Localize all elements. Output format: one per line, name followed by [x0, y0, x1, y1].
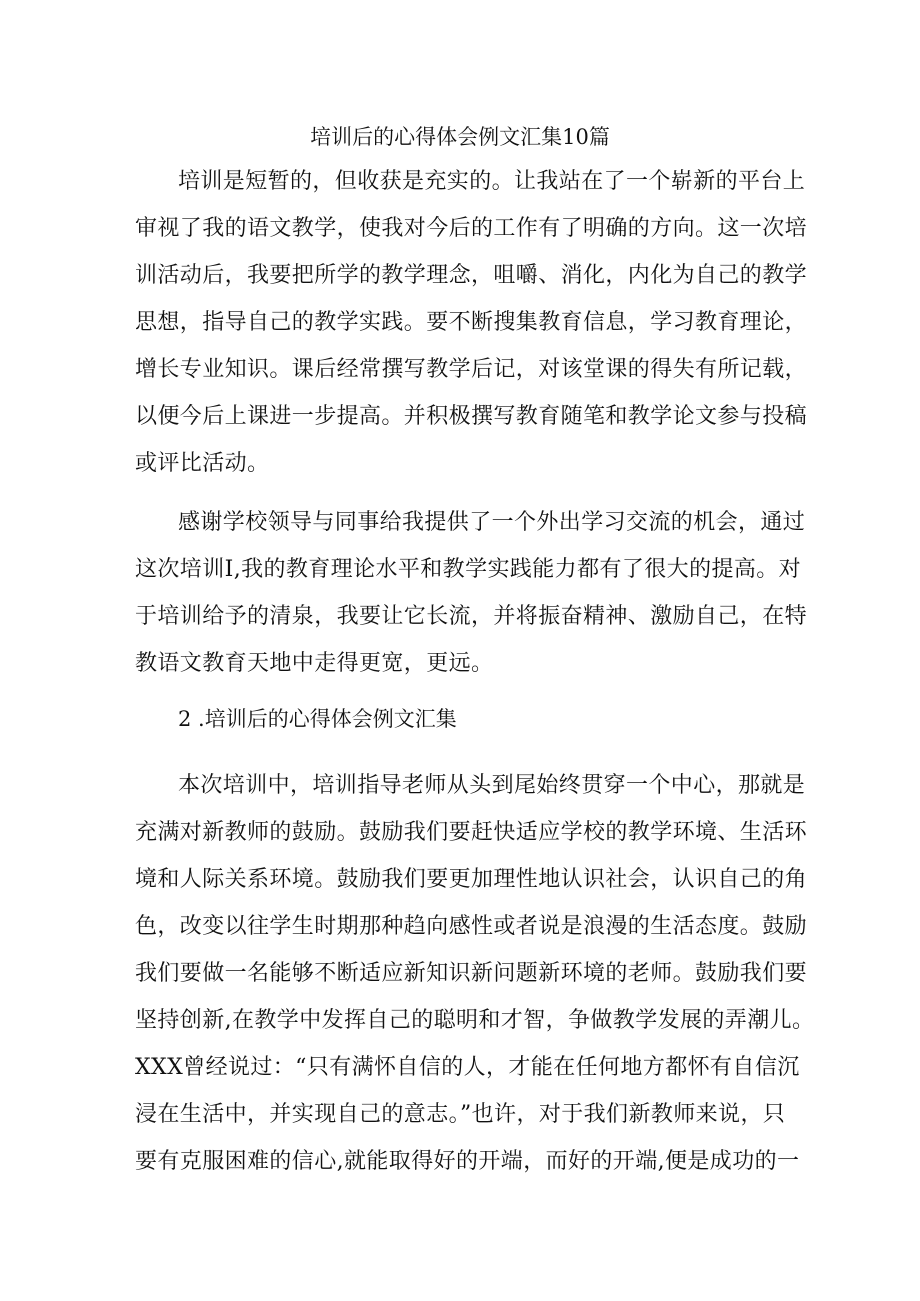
paragraph-3-line: 本次培训中，培训指导老师从头到尾始终贯穿一个中心，那就是: [178, 773, 806, 798]
paragraph-3-line: 充满对新教师的鼓励。鼓励我们要赶快适应学校的教学环境、生活环: [135, 820, 808, 845]
paragraph-3-line: 浸在生活中，并实现自己的意志。”也许，对于我们新教师来说，只: [135, 1102, 786, 1127]
section-heading: 2 .培训后的心得体会例文汇集: [178, 707, 457, 731]
paragraph-3-line: 境和人际关系环境。鼓励我们要更加理性地认识社会，认识自己的角: [135, 867, 808, 892]
paragraph-1-line: 培训是短暂的，但收获是充实的。让我站在了一个崭新的平台上: [178, 169, 806, 194]
paragraph-1-line: 以便今后上课进一步提高。并积极撰写教育随笔和教学论文参与投稿: [135, 404, 808, 429]
paragraph-3-line: 我们要做一名能够不断适应新知识新问题新环境的老师。鼓励我们要: [135, 961, 808, 986]
paragraph-3-line: XXX曾经说过：“只有满怀自信的人，才能在任何地方都怀有自信沉: [135, 1055, 800, 1080]
paragraph-3-line: 坚持创新,在教学中发挥自己的聪明和才智，争做教学发展的弄潮儿。: [135, 1008, 815, 1033]
paragraph-2-line: 这次培训I,我的教育理论水平和教学实践能力都有了很大的提高。对: [135, 557, 802, 582]
paragraph-2-line: 感谢学校领导与同事给我提供了一个外出学习交流的机会，通过: [178, 510, 806, 535]
paragraph-1-line: 思想，指导自己的教学实践。要不断搜集教育信息，学习教育理论，: [135, 310, 808, 335]
paragraph-2-line: 于培训给予的清泉，我要让它长流，并将振奋精神、激励自己，在特: [135, 604, 808, 629]
document-title: 培训后的心得体会例文汇集10篇: [310, 125, 610, 149]
paragraph-1-line: 审视了我的语文教学，使我对今后的工作有了明确的方向。这一次培: [135, 216, 808, 241]
paragraph-2-line: 教语文教育天地中走得更宽，更远。: [135, 651, 494, 676]
paragraph-3-line: 要有克服困难的信心,就能取得好的开端，而好的开端,便是成功的一: [135, 1149, 800, 1174]
paragraph-1-line: 训活动后，我要把所学的教学理念，咀嚼、消化，内化为自己的教学: [135, 263, 808, 288]
paragraph-1-line: 增长专业知识。课后经常撰写教学后记，对该堂课的得失有所记载，: [135, 357, 808, 382]
paragraph-1-line: 或评比活动。: [135, 451, 270, 476]
paragraph-3-line: 色，改变以往学生时期那种趋向感性或者说是浪漫的生活态度。鼓励: [135, 914, 808, 939]
